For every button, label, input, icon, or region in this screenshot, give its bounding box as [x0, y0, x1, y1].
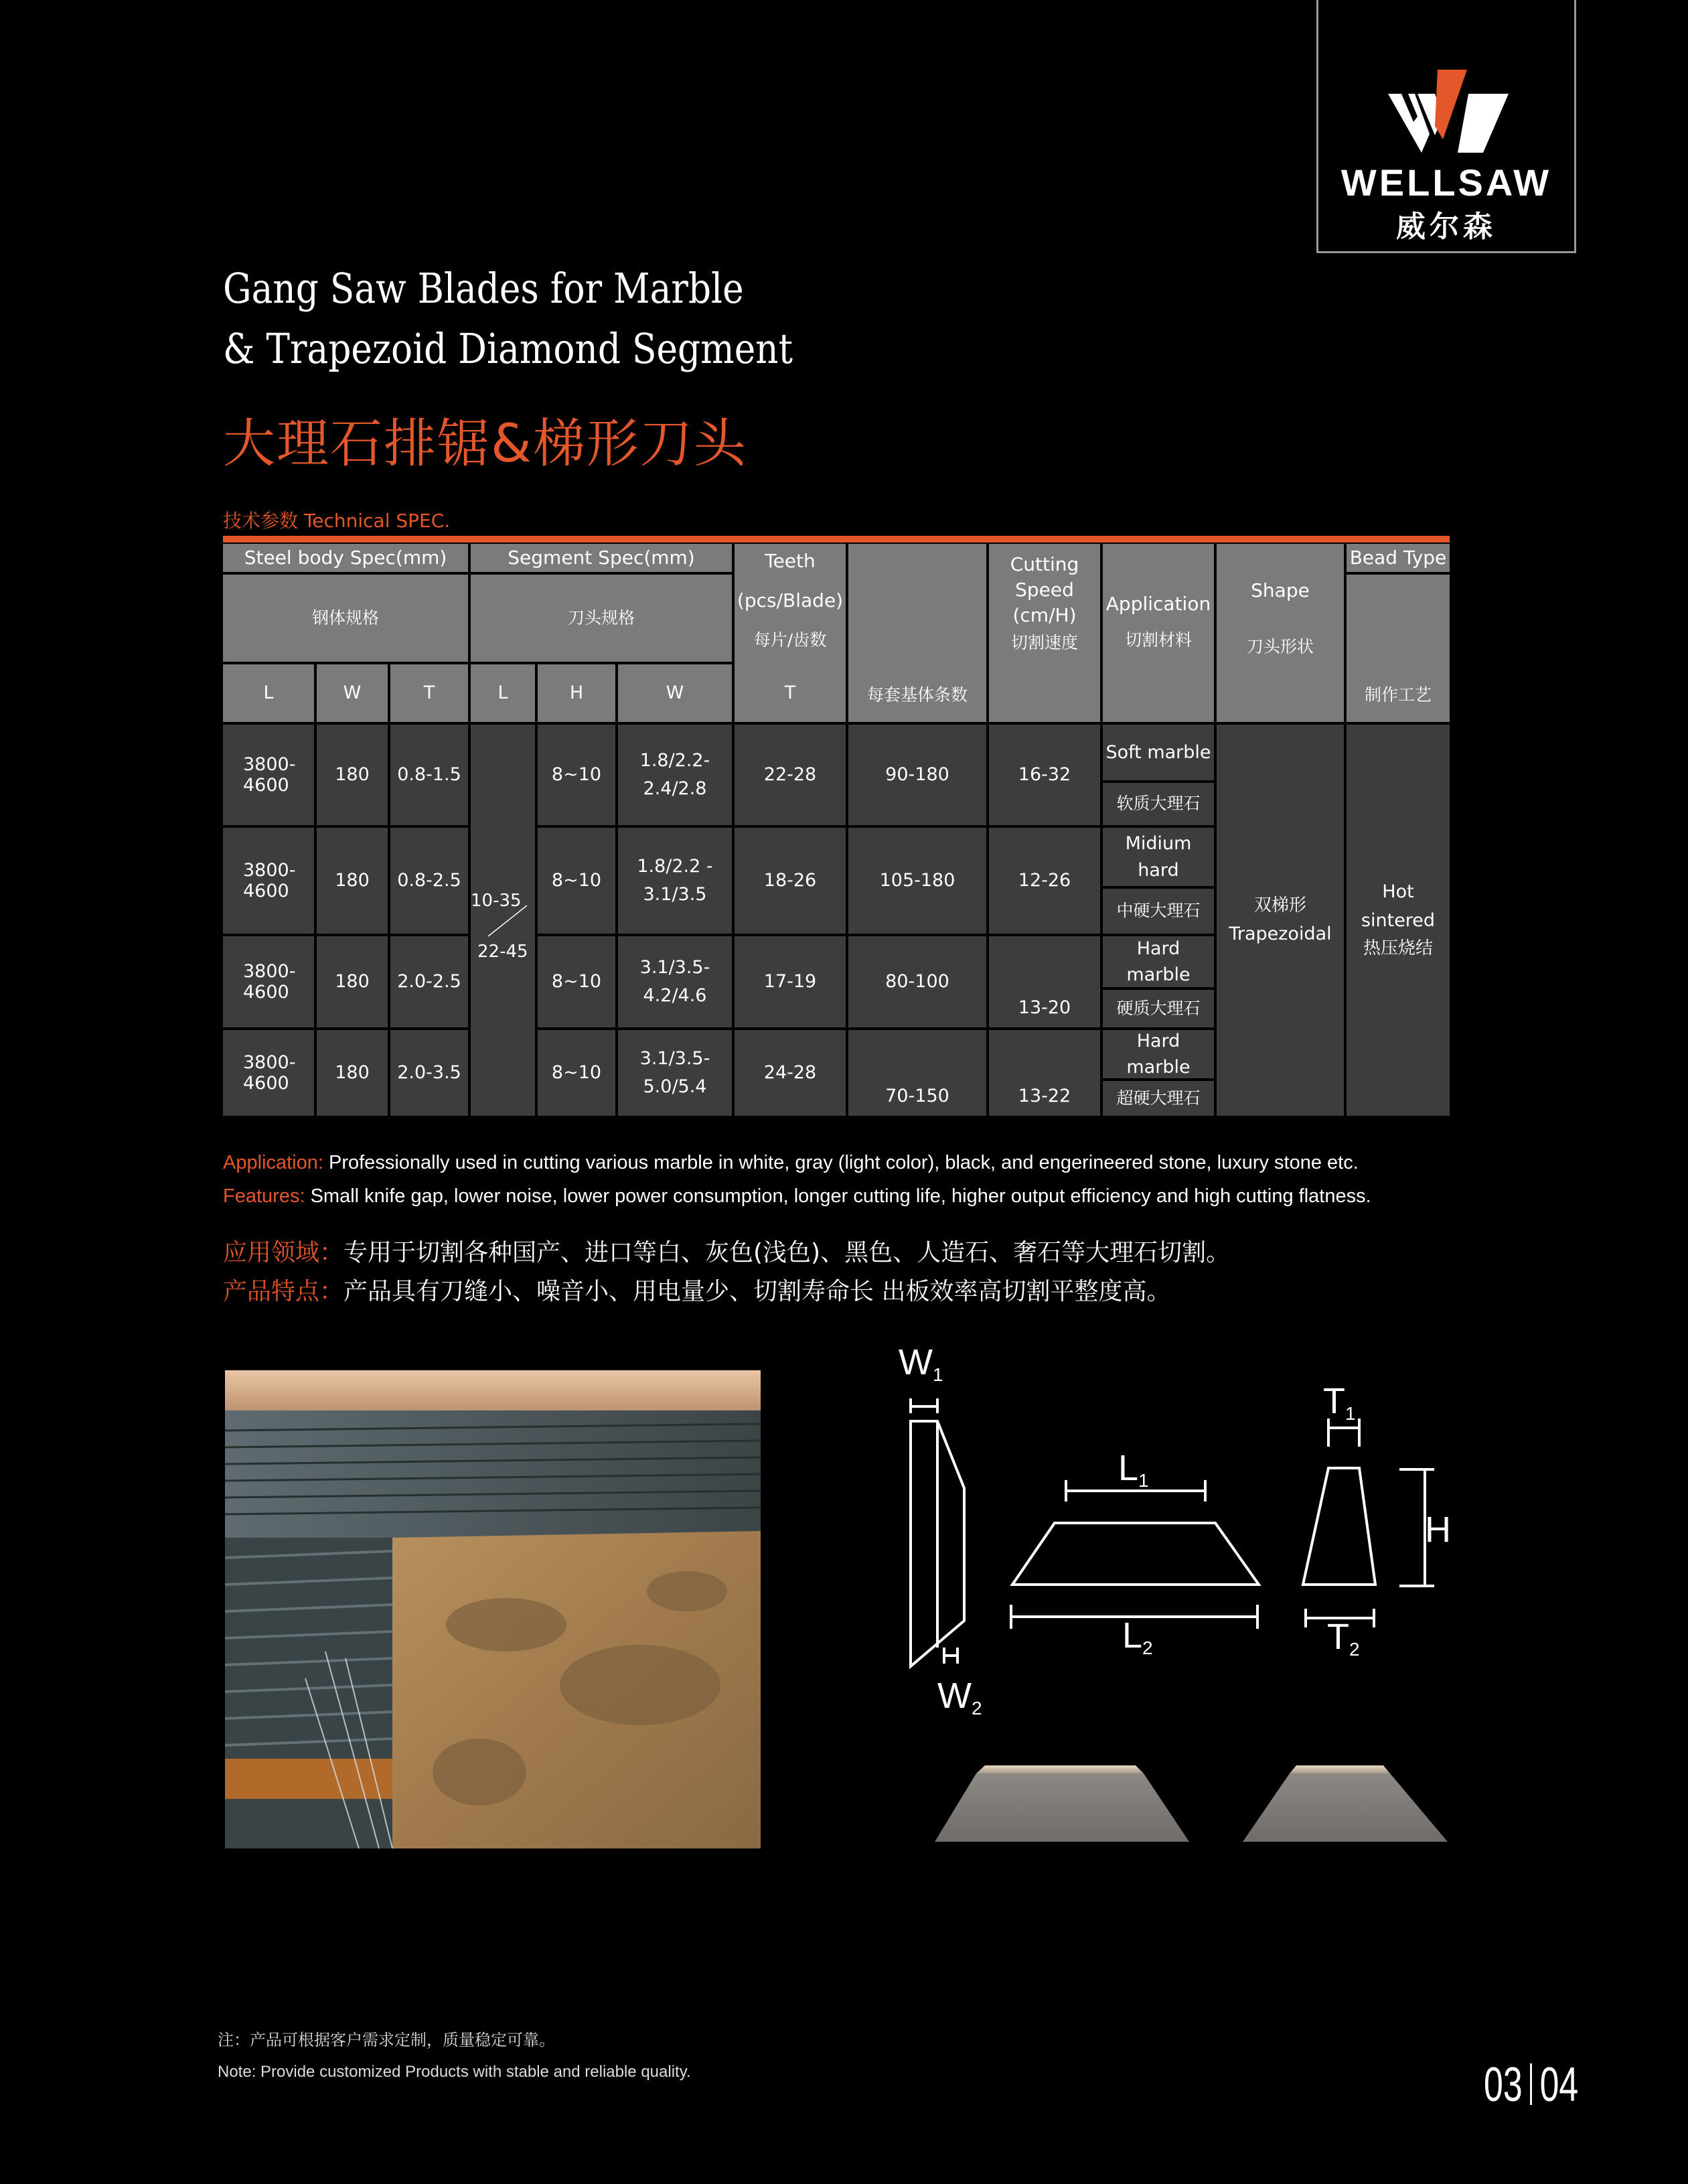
cell-sets: 70-150	[848, 1030, 986, 1116]
cell-W: 180	[317, 936, 388, 1027]
subheader-L: L	[223, 664, 314, 722]
cell-H: 8~10	[538, 725, 615, 825]
features-en	[223, 1185, 1371, 1208]
cell-L: 3800- 4600	[223, 936, 314, 1027]
label-T2: T2	[1327, 1617, 1360, 1660]
segment-L-top: 10-35	[471, 891, 522, 911]
cell-app-en: Midium hard	[1103, 828, 1214, 886]
label-W1: W1	[899, 1342, 943, 1385]
cell-T: 0.8-1.5	[390, 725, 468, 825]
header-steel-en: Steel body Spec(mm)	[223, 544, 468, 572]
header-steel-cn: 钢体规格	[223, 575, 468, 662]
brand-name-cn: 威尔森	[1396, 210, 1497, 244]
application-en-text: Professionally used in cutting various marble in white, gray (light color), black, and engerineered stone, luxury stone etc.	[329, 1152, 1359, 1173]
label-T1: T1	[1323, 1381, 1356, 1424]
features-en-label: Features:	[223, 1185, 305, 1207]
segment-photo-large	[935, 1765, 1189, 1842]
spec-table	[223, 544, 1450, 1116]
header-bead-cn: 制作工艺	[1347, 575, 1450, 722]
page-number-left: 03	[1484, 2058, 1523, 2112]
bead-cn: 热压烧结	[1363, 938, 1433, 959]
cell-T: 2.0-3.5	[390, 1030, 468, 1116]
features-cn-label: 产品特点：	[223, 1278, 344, 1305]
header-app-cn: 切割材料	[1124, 630, 1192, 650]
cell-seg-W: 3.1/3.5- 5.0/5.4	[618, 1030, 732, 1116]
header-teeth-cn: 每片/齿数	[753, 630, 827, 650]
header-application	[1103, 544, 1214, 722]
cell-W: 180	[317, 725, 388, 825]
table-top-bar	[223, 536, 1450, 542]
header-segment-en: Segment Spec(mm)	[471, 544, 732, 572]
wellsaw-logo-icon	[1388, 70, 1509, 153]
header-segment-cn: 刀头规格	[471, 575, 732, 662]
cell-speed: 12-26	[989, 828, 1100, 934]
gang-saw-photo	[225, 1370, 761, 1848]
cell-W: 180	[317, 828, 388, 934]
cell-sets: 90-180	[848, 725, 986, 825]
note-en: Note: Provide customized Products with stable and reliable quality.	[218, 2063, 691, 2081]
cell-app-cn: 软质大理石	[1103, 783, 1214, 825]
header-speed-unit: (cm/H)	[1012, 603, 1077, 626]
cell-app-en: Hard marble	[1103, 1030, 1214, 1078]
header-speed-cn: 切割速度	[1010, 633, 1078, 653]
application-cn	[223, 1234, 1230, 1268]
brand-name: WELLSAW	[1340, 161, 1552, 204]
header-app-en: Application	[1105, 593, 1211, 615]
segment-photo-small	[1243, 1765, 1448, 1842]
cell-L: 3800- 4600	[223, 1030, 314, 1116]
cell-T: 0.8-2.5	[390, 828, 468, 934]
subheader-seg-W: W	[618, 664, 732, 722]
segment-L-cell	[471, 725, 535, 1116]
header-sets-cn: 每套基体条数	[848, 544, 986, 722]
cell-speed: 13-22	[989, 1030, 1100, 1116]
cell-L: 3800- 4600	[223, 828, 314, 934]
shape-cn: 双梯形	[1253, 895, 1306, 916]
shape-en: Trapezoidal	[1229, 924, 1332, 945]
cell-seg-W: 1.8/2.2- 2.4/2.8	[618, 725, 732, 825]
cell-T: 2.0-2.5	[390, 936, 468, 1027]
cell-sets: 80-100	[848, 936, 986, 1027]
header-bead-en: Bead Type	[1347, 544, 1450, 572]
cell-sets: 105-180	[848, 828, 986, 934]
application-cn-text: 专用于切割各种国产、进口等白、灰色(浅色)、黑色、人造石、奢石等大理石切割。	[343, 1239, 1231, 1266]
subheader-seg-L: L	[471, 664, 535, 722]
cell-seg-W: 3.1/3.5- 4.2/4.6	[618, 936, 732, 1027]
subheader-teeth-T: T	[735, 664, 846, 722]
cell-app-cn: 中硬大理石	[1103, 889, 1214, 934]
label-H: H	[1425, 1510, 1451, 1550]
page-number-right: 04	[1539, 2058, 1579, 2112]
header-speed-en1: Cutting	[1010, 553, 1079, 575]
label-L1: L1	[1118, 1448, 1149, 1491]
cell-teeth: 18-26	[735, 828, 846, 934]
title-en-line1: Gang Saw Blades for Marble	[223, 264, 744, 313]
application-en	[223, 1152, 1359, 1174]
brand-logo-box	[1316, 0, 1576, 253]
cell-H: 8~10	[538, 828, 615, 934]
application-cn-label: 应用领域：	[223, 1239, 344, 1266]
cell-teeth: 17-19	[735, 936, 846, 1027]
bead-en2: sintered	[1361, 910, 1436, 932]
header-speed-en2: Speed	[1015, 578, 1074, 601]
segment-L-slash	[471, 725, 535, 1116]
subheader-W: W	[317, 664, 388, 722]
cell-app-en: Hard marble	[1103, 936, 1214, 987]
cell-app-cn: 超硬大理石	[1103, 1081, 1214, 1116]
bead-cell	[1347, 725, 1450, 1116]
header-shape-en: Shape	[1251, 579, 1310, 601]
subheader-H: H	[538, 664, 615, 722]
title-english	[223, 259, 793, 379]
cell-H: 8~10	[538, 1030, 615, 1116]
application-en-label: Application:	[223, 1152, 323, 1173]
cell-speed: 16-32	[989, 725, 1100, 825]
note-cn: 注：产品可根据客户需求定制，质量稳定可靠。	[218, 2031, 555, 2049]
title-chinese: 大理石排锯&梯形刀头	[223, 414, 747, 474]
segment-L-bottom: 22-45	[477, 942, 528, 962]
title-en-line2: & Trapezoid Diamond Segment	[223, 324, 793, 373]
cell-teeth: 24-28	[735, 1030, 846, 1116]
segment-product-photos	[935, 1760, 1470, 1850]
header-teeth-en: Teeth	[765, 550, 816, 572]
cell-H: 8~10	[538, 936, 615, 1027]
features-cn	[223, 1272, 1170, 1307]
cell-app-cn: 硬质大理石	[1103, 990, 1214, 1027]
spec-label: 技术参数 Technical SPEC.	[223, 510, 451, 532]
cell-seg-W: 1.8/2.2 - 3.1/3.5	[618, 828, 732, 934]
label-W2: W2	[937, 1676, 982, 1719]
label-L2: L2	[1122, 1615, 1153, 1658]
cell-teeth: 22-28	[735, 725, 846, 825]
page-number-separator	[1530, 2063, 1532, 2105]
cell-W: 180	[317, 1030, 388, 1116]
shape-cell	[1217, 725, 1344, 1116]
gang-saw-cutting-image	[225, 1370, 761, 1848]
features-en-text: Small knife gap, lower noise, lower power consumption, longer cutting life, higher output efficiency and high cutting flatness.	[310, 1185, 1371, 1207]
cell-app-en: Soft marble	[1103, 725, 1214, 780]
features-cn-text: 产品具有刀缝小、噪音小、用电量少、切割寿命长 出板效率高切割平整度高。	[343, 1278, 1171, 1305]
segment-dimension-diagram	[891, 1342, 1493, 1719]
page-number	[1484, 2057, 1578, 2112]
header-teeth-unit: (pcs/Blade)	[737, 589, 844, 612]
cell-speed: 13-20	[989, 936, 1100, 1027]
subheader-T: T	[390, 664, 468, 722]
cell-L: 3800- 4600	[223, 725, 314, 825]
header-speed	[989, 544, 1100, 722]
header-shape-cn: 刀头形状	[1246, 637, 1314, 657]
bead-en1: Hot	[1382, 881, 1414, 903]
header-shape	[1217, 544, 1344, 722]
